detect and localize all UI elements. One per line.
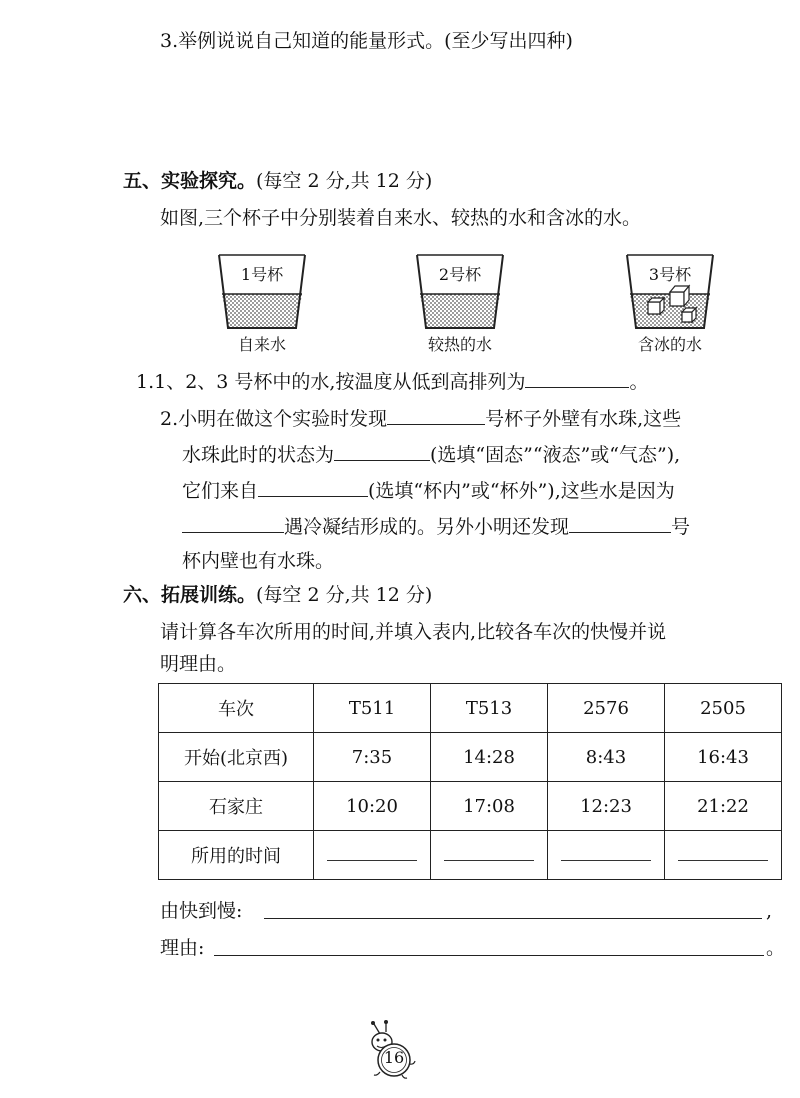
section-5-intro: 如图,三个杯子中分别装着自来水、较热的水和含冰的水。 (160, 207, 642, 229)
cup-1-caption: 自来水 (237, 335, 286, 354)
table-cell: 12:23 (548, 782, 665, 831)
q1-end: 。 (629, 371, 649, 393)
section-5-q2-line2 (182, 440, 680, 468)
q2-text: 遇冷凝结形成的。另外小明还发现 (284, 516, 570, 538)
q2-text: (选填“杯内”或“杯外”),这些水是因为 (368, 480, 675, 502)
section-5-title: 五、实验探究。 (123, 170, 257, 192)
section-5-heading (123, 168, 432, 194)
cup-3-label: 3号杯 (648, 265, 692, 284)
q2-text: 水珠此时的状态为 (182, 444, 335, 466)
row-header: 开始(北京西) (159, 733, 314, 782)
table-cell: T511 (314, 684, 431, 733)
answer-blank[interactable] (258, 476, 368, 497)
answer-blank[interactable] (444, 846, 534, 861)
order-end: , (766, 900, 773, 922)
table-row (159, 831, 782, 880)
table-cell: 2505 (665, 684, 782, 733)
answer-cell[interactable] (548, 831, 665, 880)
ice-cube-icon (682, 308, 696, 322)
section-6-heading (123, 582, 432, 608)
table-cell: 21:22 (665, 782, 782, 831)
section-5-q2-line4 (182, 512, 690, 540)
q2-text: (选填“固态”“液态”或“气态”), (430, 444, 681, 466)
cup-2-label: 2号杯 (438, 265, 482, 284)
answer-blank[interactable] (561, 846, 651, 861)
answer-blank[interactable] (327, 846, 417, 861)
section-6-intro-2: 明理由。 (160, 653, 237, 675)
reason-answer-line[interactable] (214, 955, 764, 956)
section-5-q2-line3 (182, 476, 675, 504)
section-6-intro-1: 请计算各车次所用的时间,并填入表内,比较各车次的快慢并说 (160, 621, 667, 643)
answer-blank[interactable] (525, 367, 629, 388)
answer-blank[interactable] (334, 440, 430, 461)
answer-blank[interactable] (678, 846, 768, 861)
table-cell: 17:08 (431, 782, 548, 831)
section-5-q2-line1 (160, 404, 681, 432)
answer-blank[interactable] (569, 512, 671, 533)
page-number: 16 (383, 1048, 405, 1067)
row-header: 车次 (159, 684, 314, 733)
answer-cell[interactable] (431, 831, 548, 880)
order-label: 由快到慢: (160, 900, 243, 922)
section-6-score: (每空 2 分,共 12 分) (256, 584, 433, 606)
table-row (159, 782, 782, 831)
answer-cell[interactable] (665, 831, 782, 880)
answer-blank[interactable] (182, 512, 284, 533)
table-cell: T513 (431, 684, 548, 733)
question-3: 3.举例说说自己知道的能量形式。(至少写出四种) (160, 30, 573, 52)
cup-2-caption: 较热的水 (427, 335, 492, 354)
row-header: 所用的时间 (159, 831, 314, 880)
cup-3-caption: 含冰的水 (637, 335, 702, 354)
reason-end: 。 (766, 937, 786, 959)
q2-text: 它们来自 (182, 480, 259, 502)
reason-label: 理由: (160, 937, 205, 959)
table-cell: 10:20 (314, 782, 431, 831)
section-5-score: (每空 2 分,共 12 分) (256, 170, 433, 192)
cup-1-label: 1号杯 (240, 265, 284, 284)
table-row (159, 733, 782, 782)
train-schedule-table (158, 683, 782, 880)
order-answer-line[interactable] (264, 918, 762, 919)
answer-cell[interactable] (314, 831, 431, 880)
q1-text: 1.1、2、3 号杯中的水,按温度从低到高排列为 (136, 371, 526, 393)
table-cell: 14:28 (431, 733, 548, 782)
row-header: 石家庄 (159, 782, 314, 831)
section-6-title: 六、拓展训练。 (123, 584, 257, 606)
ice-cube-icon (670, 286, 689, 306)
q2-text: 号 (671, 516, 691, 538)
table-cell: 7:35 (314, 733, 431, 782)
table-cell: 16:43 (665, 733, 782, 782)
q2-text: 2.小明在做这个实验时发现 (160, 408, 388, 430)
table-cell: 2576 (548, 684, 665, 733)
table-cell: 8:43 (548, 733, 665, 782)
ice-cube-icon (648, 298, 664, 314)
answer-blank[interactable] (387, 404, 485, 425)
table-row (159, 684, 782, 733)
q2-text: 号杯子外壁有水珠,这些 (485, 408, 682, 430)
section-5-q2-line5: 杯内壁也有水珠。 (182, 550, 335, 572)
section-5-q1 (136, 367, 649, 395)
